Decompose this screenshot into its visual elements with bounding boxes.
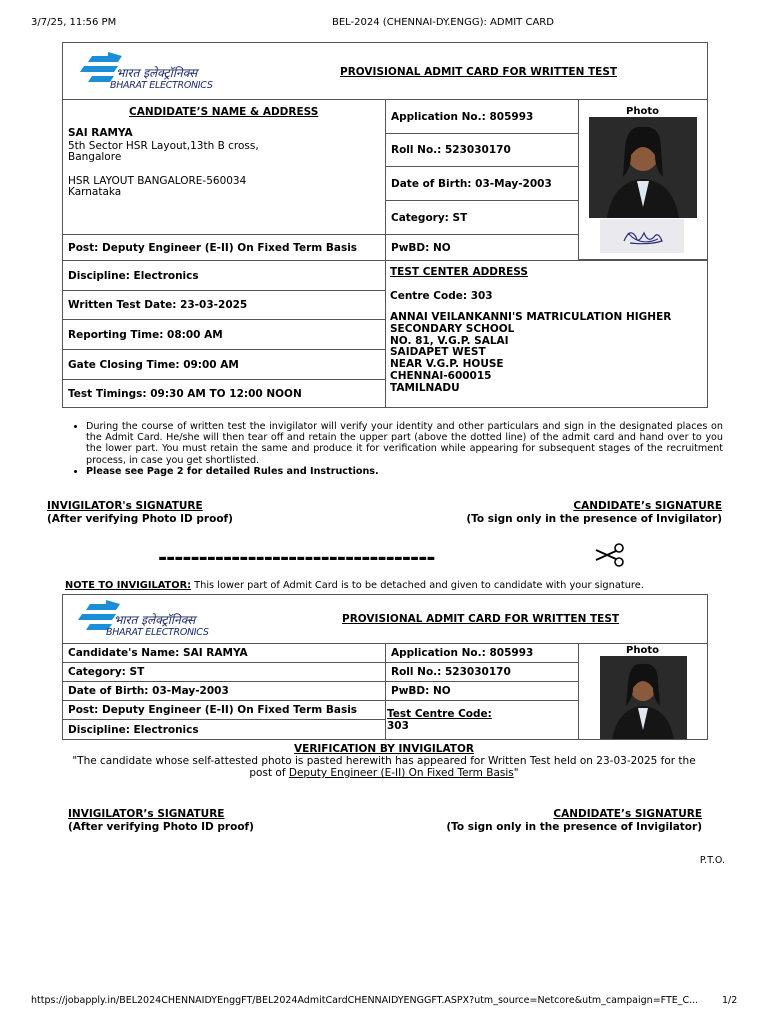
test-center-line: NEAR V.G.P. HOUSE (390, 358, 504, 371)
note-label: NOTE TO INVIGILATOR: (65, 580, 192, 591)
test-center-line: TAMILNADU (390, 381, 460, 394)
lower-invigilator-signature-label: INVIGILATOR’s SIGNATURE (68, 808, 225, 820)
lower-roll-no: Roll No.: 523030170 (385, 662, 579, 682)
note-text: This lower part of Admit Card is to be detached and given to candidate with your signature. (191, 580, 644, 591)
lower-candidate-signature-label: CANDIDATE’s SIGNATURE (553, 808, 702, 820)
written-test-date: Written Test Date: 23-03-2025 (62, 290, 386, 320)
reporting-time: Reporting Time: 08:00 AM (62, 319, 386, 350)
pto-label: P.T.O. (699, 855, 725, 866)
test-center-heading: TEST CENTER ADDRESS (390, 266, 528, 278)
lower-candidate-name: Candidate's Name: SAI RAMYA (62, 643, 386, 663)
date-of-birth: Date of Birth: 03-May-2003 (385, 166, 579, 201)
lower-centre-code-label: Test Centre Code: (387, 708, 492, 720)
verification-post-name: Deputy Engineer (E-II) On Fixed Term Basis (288, 767, 514, 779)
centre-code: Centre Code: 303 (390, 290, 493, 302)
discipline: Discipline: Electronics (62, 260, 386, 291)
print-url: https://jobapply.in/BEL2024CHENNAIDYEnggFT/BEL2024AdmitCardCHENNAIDYENGGFT.ASPX?utm_source=Netcore&utm_campaign=FTE_C... (31, 995, 699, 1006)
note-to-invigilator (65, 580, 644, 591)
logo-hindi-text: भारत इलेक्ट्रॉनिक्स (114, 613, 196, 627)
lower-photo-label: Photo (626, 645, 659, 656)
candidate-signature-note: (To sign only in the presence of Invigilator) (466, 513, 722, 525)
test-center-address (390, 312, 671, 395)
candidate-photo (589, 117, 697, 218)
verification-text-prefix: post of (249, 767, 289, 779)
lower-pwbd: PwBD: NO (385, 681, 579, 701)
print-page-title: BEL-2024 (CHENNAI-DY.ENGG): ADMIT CARD (332, 17, 554, 28)
logo-english-text: BHARAT ELECTRONICS (106, 627, 209, 638)
candidate-signature-image (600, 219, 684, 253)
address-line-1: 5th Sector HSR Layout,13th B cross, (68, 140, 259, 152)
test-center-line: SECONDARY SCHOOL (390, 322, 515, 335)
verification-text-end: " (513, 767, 519, 779)
test-center-line: CHENNAI-600015 (390, 369, 492, 382)
print-datetime: 3/7/25, 11:56 PM (31, 17, 117, 28)
invigilator-signature-label: INVIGILATOR's SIGNATURE (47, 500, 203, 512)
candidate-name: SAI RAMYA (68, 127, 133, 139)
lower-post: Post: Deputy Engineer (E-II) On Fixed Term Basis (62, 700, 386, 720)
lower-application-no: Application No.: 805993 (385, 643, 579, 663)
cut-line: ---------------------------------- (158, 546, 435, 571)
lower-candidate-photo (600, 656, 687, 739)
application-no: Application No.: 805993 (385, 99, 579, 134)
instruction-item: • During the course of written test the invigilator will verify your identity and other particulars and sign in the designated places on the Admit Card. He/she will then tear off and retain the upper part (above the dotted line) of the admit card and hand over to you the lower part. You must retain the same and produce it for verification while appearing for subsequent stages of the recruitment process, in case you get shortlisted. (86, 421, 723, 466)
test-timings: Test Timings: 09:30 AM TO 12:00 NOON (62, 379, 386, 408)
verification-heading: VERIFICATION BY INVIGILATOR (294, 743, 474, 755)
invigilator-signature-note: (After verifying Photo ID proof) (47, 513, 233, 525)
roll-no: Roll No.: 523030170 (385, 133, 579, 167)
lower-discipline: Discipline: Electronics (62, 719, 386, 740)
instruction-item: • Please see Page 2 for detailed Rules and Instructions. (86, 466, 723, 477)
instructions-list (68, 421, 723, 477)
lower-date-of-birth: Date of Birth: 03-May-2003 (62, 681, 386, 701)
gate-closing-time: Gate Closing Time: 09:00 AM (62, 349, 386, 380)
card-heading: PROVISIONAL ADMIT CARD FOR WRITTEN TEST (340, 66, 618, 78)
address-line-4: Karnataka (68, 186, 122, 198)
lower-centre-code: 303 (387, 720, 409, 732)
name-address-box (62, 99, 386, 235)
scissors-icon (594, 543, 626, 571)
test-center-line: NO. 81, V.G.P. SALAI (390, 334, 509, 347)
lower-invigilator-signature-note: (After verifying Photo ID proof) (68, 821, 254, 833)
lower-card-heading: PROVISIONAL ADMIT CARD FOR WRITTEN TEST (342, 613, 620, 625)
category: Category: ST (385, 200, 579, 235)
test-center-line: ANNAI VEILANKANNI'S MATRICULATION HIGHER (390, 311, 672, 323)
logo-hindi-text: भारत इलेक्ट्रॉनिक्स (116, 66, 198, 80)
print-page-number: 1/2 (722, 995, 738, 1006)
verification-text-line-1: "The candidate whose self-attested photo is pasted herewith has appeared for Written Test held on 23-03-2025 for the (72, 755, 696, 767)
name-address-heading: CANDIDATE’S NAME & ADDRESS (129, 106, 319, 118)
lower-centre-code-box (385, 700, 579, 740)
lower-candidate-signature-note: (To sign only in the presence of Invigilator) (446, 821, 702, 833)
pwbd: PwBD: NO (385, 234, 579, 261)
post: Post: Deputy Engineer (E-II) On Fixed Term Basis (62, 234, 386, 261)
photo-label: Photo (626, 106, 659, 117)
candidate-signature-label: CANDIDATE’s SIGNATURE (573, 500, 722, 512)
verification-text-line-2 (0, 767, 768, 779)
logo-english-text: BHARAT ELECTRONICS (110, 80, 213, 91)
address-line-3: HSR LAYOUT BANGALORE-560034 (68, 175, 247, 187)
test-center-line: SAIDAPET WEST (390, 346, 486, 359)
address-line-2: Bangalore (68, 151, 122, 163)
lower-category: Category: ST (62, 662, 386, 682)
